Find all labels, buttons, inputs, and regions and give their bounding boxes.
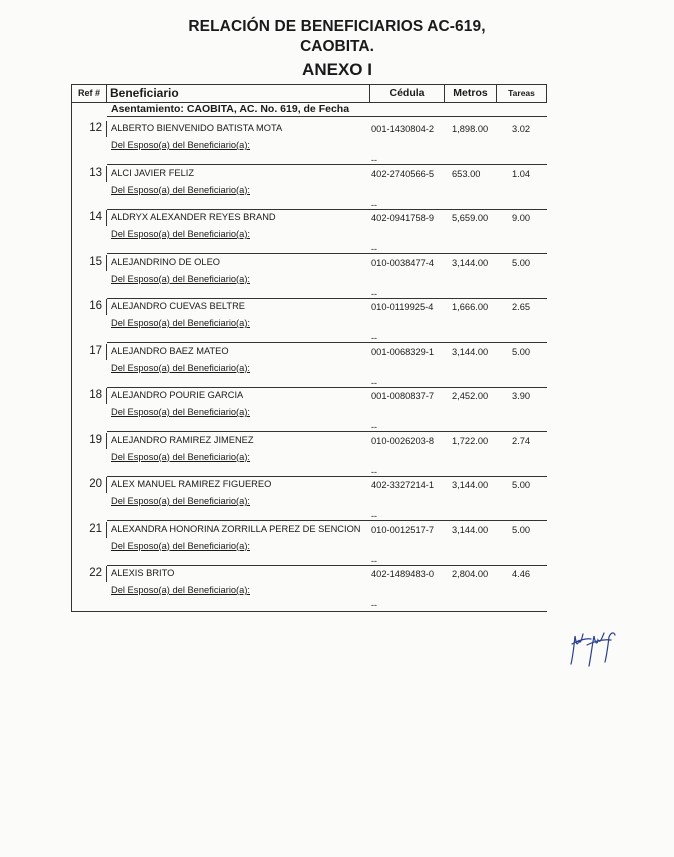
metros-value: 5,659.00 <box>452 213 489 223</box>
cedula-value: 010-0038477-4 <box>371 257 435 268</box>
tareas-value: 3.90 <box>512 391 531 401</box>
tareas-value: 1.04 <box>512 168 531 179</box>
spouse-value: -- <box>371 600 377 610</box>
spouse-label: Del Esposo(a) del Beneficiario(a): <box>111 540 250 551</box>
cedula-value: 402-1489483-0 <box>371 569 435 579</box>
metros-value: 1,898.00 <box>452 124 489 134</box>
beneficiary-name: ALEXIS BRITO <box>111 568 175 578</box>
divider <box>106 477 107 493</box>
spouse-value: -- <box>371 199 377 210</box>
tareas-value: 5.00 <box>512 346 531 357</box>
spouse-label: Del Esposo(a) del Beneficiario(a): <box>111 407 250 417</box>
beneficiary-name: ALEX MANUEL RAMIREZ FIGUEREO <box>111 479 272 489</box>
spouse-label: Del Esposo(a) del Beneficiario(a): <box>111 451 250 462</box>
document-title: RELACIÓN DE BENEFICIARIOS AC-619, <box>188 18 486 35</box>
column-header-ref: Ref # <box>72 85 107 102</box>
spouse-label: Del Esposo(a) del Beneficiario(a): <box>111 273 250 284</box>
spouse-label: Del Esposo(a) del Beneficiario(a): <box>111 585 250 595</box>
cedula-value: 001-0080837-7 <box>371 391 435 401</box>
spouse-value: -- <box>371 555 377 566</box>
tareas-value: 5.00 <box>512 524 531 535</box>
ref-number: 15 <box>89 255 102 268</box>
metros-value: 2,804.00 <box>452 569 489 579</box>
divider <box>106 255 107 271</box>
ref-number: 13 <box>89 166 102 179</box>
tareas-value: 2.65 <box>512 302 531 312</box>
divider <box>106 166 107 182</box>
ref-number: 19 <box>89 433 102 446</box>
document-subtitle: CAOBITA. <box>300 38 374 55</box>
table-row <box>72 433 547 478</box>
table-row <box>72 388 547 433</box>
cedula-value: 001-0068329-1 <box>371 346 435 357</box>
tareas-value: 3.02 <box>512 124 531 134</box>
divider <box>106 566 107 582</box>
spouse-value: -- <box>371 466 377 477</box>
column-header-cedula: Cédula <box>369 85 445 102</box>
spouse-value: -- <box>371 244 377 254</box>
cedula-value: 010-0012517-7 <box>371 524 435 535</box>
beneficiary-name: ALEJANDRO BAEZ MATEO <box>111 345 229 356</box>
metros-value: 3,144.00 <box>452 480 489 490</box>
spouse-value: -- <box>371 422 377 432</box>
spouse-label: Del Esposo(a) del Beneficiario(a): <box>111 362 250 373</box>
spouse-value: -- <box>371 511 377 521</box>
table-row <box>72 210 547 255</box>
ref-number: 20 <box>89 478 102 490</box>
divider <box>107 116 547 117</box>
divider <box>106 210 107 226</box>
spouse-label: Del Esposo(a) del Beneficiario(a): <box>111 184 250 195</box>
divider <box>106 522 107 538</box>
table-header <box>72 84 547 103</box>
divider <box>106 121 107 137</box>
metros-value: 3,144.00 <box>452 257 489 268</box>
tareas-value: 9.00 <box>512 213 531 223</box>
metros-value: 1,666.00 <box>452 302 489 312</box>
spouse-value: -- <box>371 333 377 343</box>
metros-value: 2,452.00 <box>452 391 489 401</box>
beneficiary-name: ALBERTO BIENVENIDO BATISTA MOTA <box>111 123 283 133</box>
ref-number: 21 <box>89 522 102 535</box>
metros-value: 3,144.00 <box>452 524 489 535</box>
table-row <box>72 299 547 344</box>
column-header-beneficiario: Beneficiario <box>110 86 179 100</box>
beneficiary-name: ALEJANDRO POURIE GARCIA <box>111 390 244 400</box>
column-header-tareas: Tareas <box>497 85 547 102</box>
tareas-value: 4.46 <box>512 569 531 579</box>
cedula-value: 402-3327214-1 <box>371 480 435 490</box>
beneficiary-name: ALEJANDRINO DE OLEO <box>111 256 221 267</box>
cedula-value: 010-0026203-8 <box>371 435 435 446</box>
ref-number: 14 <box>89 211 102 223</box>
signature-initials <box>567 628 617 668</box>
ref-number: 16 <box>89 300 102 312</box>
table-row <box>72 522 547 567</box>
table-row <box>72 255 547 300</box>
divider <box>106 388 107 404</box>
annex-title: ANEXO I <box>302 60 372 79</box>
spouse-value: -- <box>371 377 377 388</box>
spouse-label: Del Esposo(a) del Beneficiario(a): <box>111 318 250 328</box>
cedula-value: 402-0941758-9 <box>371 213 435 223</box>
divider <box>106 299 107 315</box>
ref-number: 17 <box>89 344 102 357</box>
tareas-value: 2.74 <box>512 435 531 446</box>
beneficiary-name: ALEJANDRO RAMIREZ JIMENEZ <box>111 434 254 445</box>
tareas-value: 5.00 <box>512 480 531 490</box>
beneficiary-name: ALEJANDRO CUEVAS BELTRE <box>111 301 245 311</box>
divider <box>106 433 107 449</box>
table-body <box>72 121 547 611</box>
table-row <box>72 477 547 522</box>
divider <box>106 344 107 360</box>
spouse-value: -- <box>371 288 377 299</box>
cedula-value: 402-2740566-5 <box>371 168 435 179</box>
tareas-value: 5.00 <box>512 257 531 268</box>
beneficiary-name: ALEXANDRA HONORINA ZORRILLA PEREZ DE SENCION <box>111 523 361 534</box>
table-row <box>72 344 547 389</box>
metros-value: 3,144.00 <box>452 346 489 357</box>
metros-value: 1,722.00 <box>452 435 489 446</box>
column-header-metros: Metros <box>445 85 497 102</box>
table-row <box>72 566 547 611</box>
beneficiaries-table <box>71 84 547 612</box>
ref-number: 18 <box>89 389 102 401</box>
table-row <box>72 121 547 166</box>
ref-number: 22 <box>89 567 102 579</box>
ref-number: 12 <box>89 122 102 134</box>
cedula-value: 010-0119925-4 <box>371 302 434 312</box>
table-row <box>72 166 547 211</box>
spouse-label: Del Esposo(a) del Beneficiario(a): <box>111 496 250 506</box>
spouse-value: -- <box>371 155 377 165</box>
beneficiary-name: ALCI JAVIER FELIZ <box>111 167 195 178</box>
beneficiary-name: ALDRYX ALEXANDER REYES BRAND <box>111 212 276 222</box>
cedula-value: 001-1430804-2 <box>371 124 435 134</box>
settlement-heading: Asentamiento: CAOBITA, AC. No. 619, de Fecha <box>111 103 350 115</box>
metros-value: 653.00 <box>452 168 481 179</box>
spouse-label: Del Esposo(a) del Beneficiario(a): <box>111 229 250 239</box>
spouse-label: Del Esposo(a) del Beneficiario(a): <box>111 140 250 150</box>
